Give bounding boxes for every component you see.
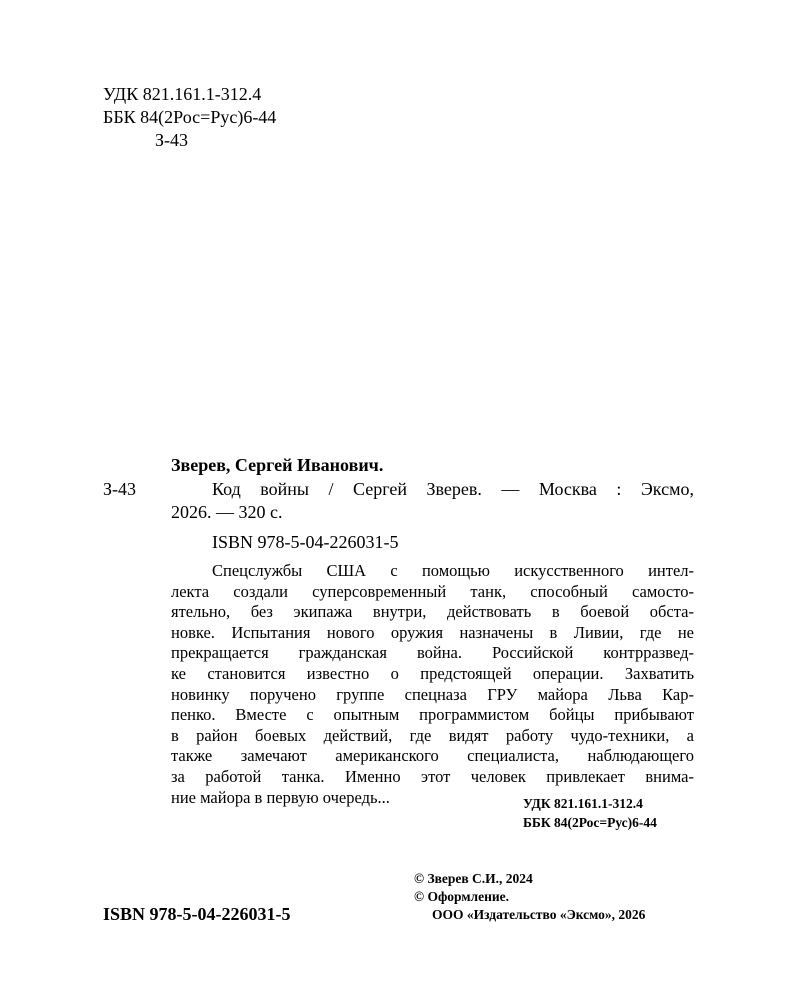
copyright-design: © Оформление. [414, 889, 510, 904]
annotation-line: новинку поручено группе спецназа ГРУ майора Льва Кар- [171, 684, 694, 704]
annotation-line: за работой танка. Именно этот человек привлекает внима- [171, 767, 694, 786]
annotation-line: прекращается гражданская война. Российской контрразвед- [171, 643, 694, 663]
title-line-1: Код войны / Сергей Зверев. — Москва : Эксмо, [212, 479, 694, 499]
bbk-code-bottom: ББК 84(2Рос=Рус)6-44 [523, 815, 657, 830]
annotation-line: также замечают американского специалиста, наблюдающего [171, 746, 694, 766]
annotation-line: Спецслужбы США с помощью искусственного интел- [212, 561, 694, 580]
footer-isbn: ISBN 978-5-04-226031-5 [103, 904, 291, 924]
title-line-2: 2026. — 320 с. [171, 502, 283, 522]
author-sign: З-43 [155, 130, 189, 150]
publisher-line: ООО «Издательство «Эксмо», 2026 [432, 907, 646, 922]
udk-code-bottom: УДК 821.161.1-312.4 [523, 796, 643, 811]
annotation-line: в район боевых действий, где видят работу чудо-техники, а [171, 725, 694, 745]
udk-code: УДК 821.161.1-312.4 [103, 84, 262, 104]
copyright-author: © Зверев С.И., 2024 [414, 871, 533, 886]
bbk-code: ББК 84(2Рос=Рус)6-44 [103, 107, 277, 127]
annotation-line: ние майора в первую очередь... [171, 787, 390, 807]
record-author-sign: З-43 [103, 479, 137, 499]
author-heading: Зверев, Сергей Иванович. [171, 455, 384, 475]
annotation-line: новке. Испытания нового оружия назначены в Ливии, где не [171, 622, 694, 642]
annotation-line: ке становится известно о предстоящей операции. Захватить [171, 664, 694, 683]
record-isbn: ISBN 978-5-04-226031-5 [212, 532, 399, 552]
annotation-line: ятельно, без экипажа внутри, действовать в боевой обста- [171, 602, 694, 622]
annotation-line: лекта создали суперсовременный танк, способный самосто- [171, 581, 694, 601]
annotation-line: пенко. Вместе с опытным программистом бойцы прибывают [171, 705, 694, 725]
